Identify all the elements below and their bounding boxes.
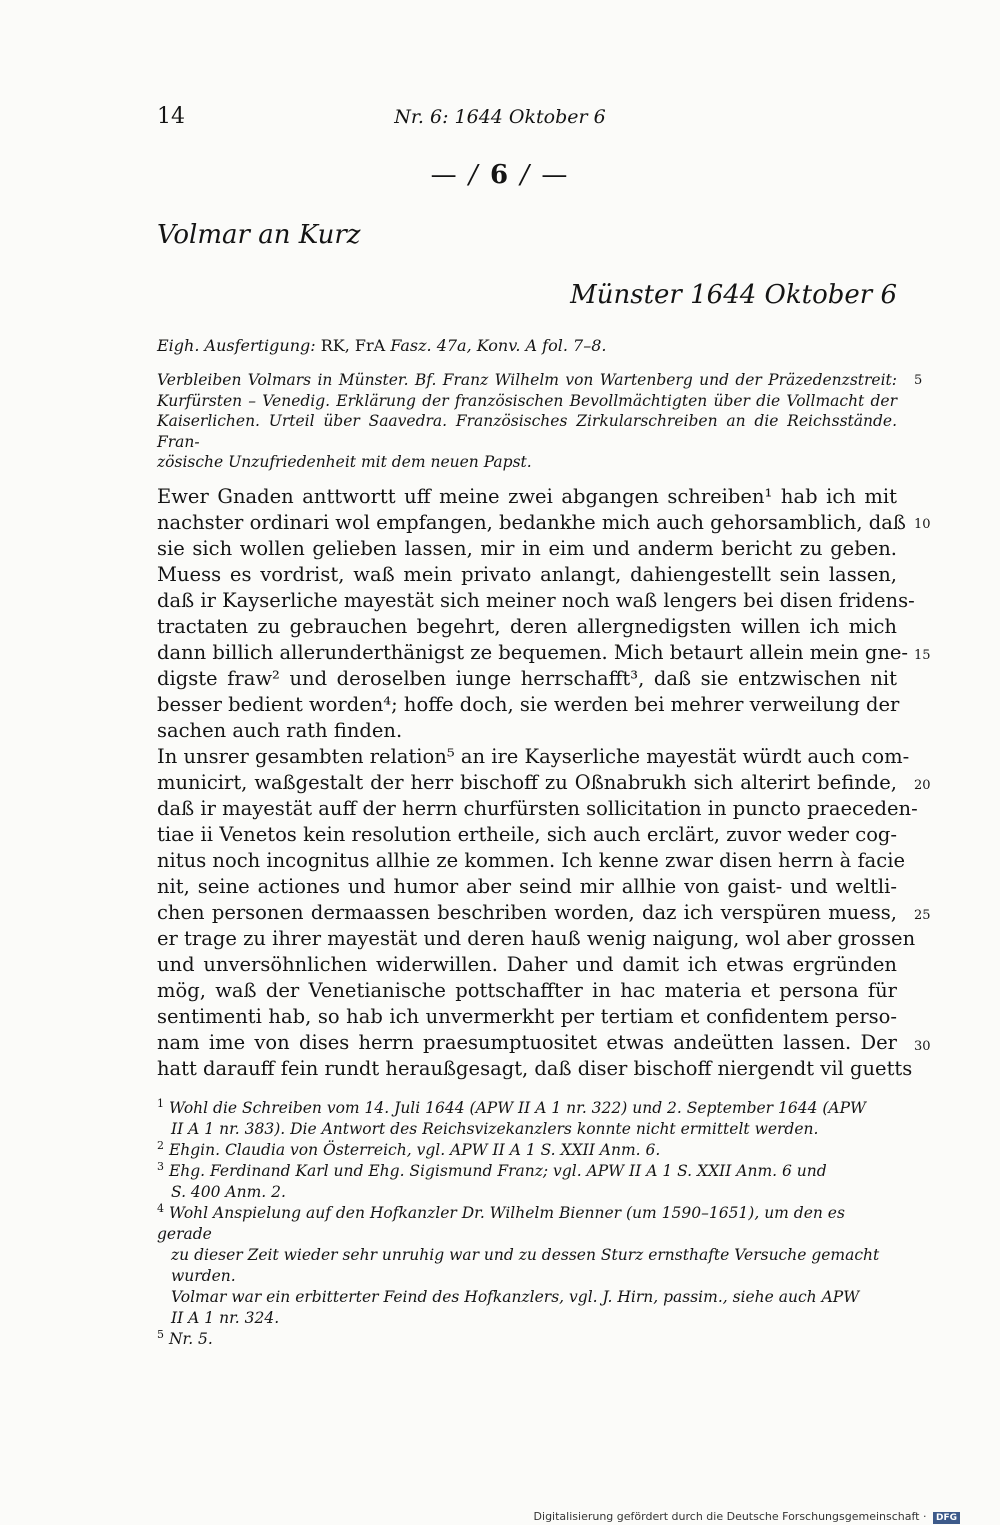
footnote-line: Volmar war ein erbitterter Feind des Hofkanzlers, vgl. J. Hirn, passim., siehe auch APW — [171, 1288, 860, 1306]
page-number: 14 — [157, 104, 185, 129]
footnote-line: II A 1 nr. 383). Die Antwort des Reichsvizekanzlers konnte nicht ermittelt werden. — [171, 1120, 819, 1138]
footnote — [157, 1140, 897, 1161]
body-line: besser bedient worden⁴; hoffe doch, sie werden bei mehrer verweilung der — [157, 693, 900, 716]
body-line: mög, waß der Venetianische pottschaffter in hac materia et persona für — [157, 979, 897, 1002]
body-line: dann billich allerunderthänigst ze bequemen. Mich betaurt allein mein gne- — [157, 641, 909, 664]
body-line: daß ir mayestät auff der herrn churfürsten sollicitation in puncto praeceden- — [157, 797, 918, 820]
footnote-number: 5 — [157, 1327, 164, 1341]
line-number: 10 — [914, 517, 931, 532]
body-line: sie sich wollen gelieben lassen, mir in eim und anderm bericht zu geben. — [157, 537, 897, 560]
body-line: digste fraw² und deroselben iunge herrschafft³, daß sie entzwischen nit — [157, 667, 897, 690]
regest-line: Kaiserlichen. Urteil über Saavedra. Französisches Zirkularschreiben an die Reichsstände. Fran- — [157, 412, 897, 451]
body-line: In unsrer gesambten relation⁵ an ire Kayserliche mayestät würdt auch com- — [157, 745, 910, 768]
body-line: sentimenti hab, so hab ich unvermerkht per tertiam et confidentem perso- — [157, 1005, 897, 1028]
footnote-line: Ehgin. Claudia von Österreich, vgl. APW II A 1 S. XXII Anm. 6. — [168, 1141, 661, 1159]
footnote — [157, 1329, 897, 1350]
footnote-line: II A 1 nr. 324. — [171, 1309, 280, 1327]
body-line: chen personen dermaassen beschriben worden, daz ich verspüren muess, — [157, 901, 897, 924]
body-line: municirt, waßgestalt der herr bischoff zu Oßnabrukh sich alterirt befinde, — [157, 771, 897, 794]
regest-line: zösische Unzufriedenheit mit dem neuen Papst. — [157, 453, 532, 471]
line-number: 20 — [914, 778, 931, 793]
footnote-line: Wohl Anspielung auf den Hofkanzler Dr. Wilhelm Bienner (um 1590–1651), um den es gerade — [157, 1204, 845, 1243]
footnote-number: 3 — [157, 1159, 164, 1173]
body-line: tiae ii Venetos kein resolution ertheile, sich auch erclärt, zuvor weder cog- — [157, 823, 897, 846]
footnote-line: S. 400 Anm. 2. — [171, 1183, 286, 1201]
body-line: daß ir Kayserliche mayestät sich meiner noch waß lengers bei disen fridens- — [157, 589, 915, 612]
footnote-line: Wohl die Schreiben vom 14. Juli 1644 (APW II A 1 nr. 322) und 2. September 1644 (APW — [168, 1099, 866, 1117]
source-reference — [157, 336, 606, 355]
line-number: 5 — [914, 373, 923, 388]
footnote — [157, 1203, 897, 1329]
regest-line: Kurfürsten – Venedig. Erklärung der französischen Bevollmächtigten über die Vollmacht der — [157, 391, 897, 410]
line-number: 15 — [914, 648, 931, 663]
body-line: Ewer Gnaden anttwortt uff meine zwei abgangen schreiben¹ hab ich mit — [157, 485, 897, 508]
source-file: Fasz. 47a, Konv. A fol. 7–8. — [390, 336, 607, 355]
line-number: 25 — [914, 908, 931, 923]
place-date: Münster 1644 Oktober 6 — [570, 280, 897, 310]
footnote-line: Nr. 5. — [168, 1330, 213, 1348]
funding-note: Digitalisierung gefördert durch die Deutsche Forschungsgemeinschaft — [533, 1510, 920, 1523]
line-number: 30 — [914, 1039, 931, 1054]
document-number-heading: — / 6 / — — [430, 160, 570, 190]
footnote-line: Ehg. Ferdinand Karl und Ehg. Sigismund Franz; vgl. APW II A 1 S. XXII Anm. 6 und — [168, 1162, 827, 1180]
body-line: nit, seine actiones und humor aber seind mir allhie von gaist- und weltli- — [157, 875, 897, 898]
body-line: er trage zu ihrer mayestät und deren hauß wenig naigung, wol aber grossen — [157, 927, 916, 950]
body-line: nachster ordinari wol empfangen, bedankhe mich auch gehorsamblich, daß — [157, 511, 906, 534]
regest-summary — [157, 370, 897, 473]
sender-recipient: Volmar an Kurz — [157, 220, 361, 250]
letter-body — [157, 484, 918, 1082]
footnotes — [157, 1098, 897, 1350]
body-line: tractaten zu gebrauchen begehrt, deren allergnedigsten willen ich mich — [157, 615, 897, 638]
regest-line: Verbleiben Volmars in Münster. Bf. Franz Wilhelm von Wartenberg und der Präzedenzstreit: — [157, 371, 897, 389]
footnote-number: 2 — [157, 1138, 164, 1152]
body-line: sachen auch rath finden. — [157, 719, 403, 742]
source-label: Eigh. Ausfertigung: — [157, 336, 316, 355]
footnote — [157, 1161, 897, 1203]
footnote-number: 4 — [157, 1201, 164, 1215]
body-line: hatt darauff fein rundt heraußgesagt, daß diser bischoff niergendt vil guetts — [157, 1057, 913, 1080]
footnote — [157, 1098, 897, 1140]
body-line: nam ime von dises herrn praesumptuositet etwas andeütten lassen. Der — [157, 1031, 897, 1054]
footnote-number: 1 — [157, 1096, 164, 1110]
funding-footer: Digitalisierung gefördert durch die Deutsche Forschungsgemeinschaft · DFG — [534, 1510, 960, 1524]
body-line: nitus noch incognitus allhie ze kommen. Ich kenne zwar disen herrn à facie — [157, 849, 905, 872]
dfg-logo[interactable]: DFG — [933, 1512, 960, 1524]
body-line: Muess es vordrist, waß mein privato anlangt, dahiengestellt sein lassen, — [157, 563, 897, 586]
footnote-line: zu dieser Zeit wieder sehr unruhig war und zu dessen Sturz ernsthafte Versuche gemacht wurden. — [171, 1246, 880, 1285]
document-number: 6 — [489, 160, 511, 190]
body-line: und unversöhnlichen widerwillen. Daher und damit ich etwas ergründen — [157, 953, 897, 976]
source-archive: RK, FrA — [320, 336, 386, 355]
running-head: Nr. 6: 1644 Oktober 6 — [394, 106, 606, 128]
